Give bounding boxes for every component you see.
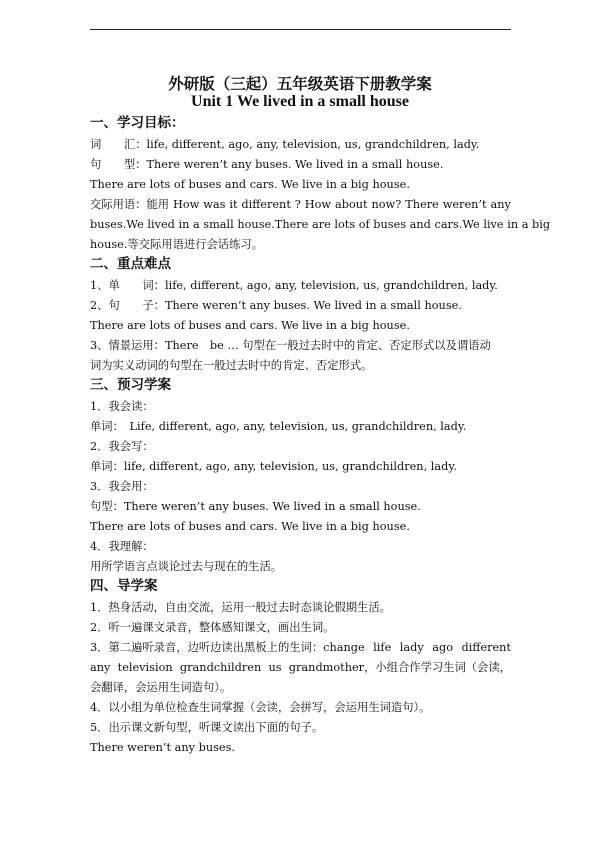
key-points-usage-2: 词为实义动词的句型在一般过去时中的肯定、否定形式。 <box>90 359 373 372</box>
section-heading-preview: 三、预习学案 <box>90 377 171 393</box>
key-points-words: 1、单 词：life, different, ago, any, television, us, grandchildren, lady. <box>90 279 498 292</box>
section-heading-key-points: 二、重点难点 <box>90 256 171 272</box>
section-heading-objectives: 一、学习目标： <box>90 115 185 131</box>
word: We lived in a small house. <box>126 218 275 231</box>
guide-step-3-line-2 <box>90 660 511 675</box>
objectives-pattern-2: There are lots of buses and cars. We live in a big house. <box>90 178 410 191</box>
word: was <box>203 198 226 211</box>
word: 3．第二遍听录音，边听边读出黑板上的生词：change <box>90 641 365 654</box>
word: 交际用语：能用 <box>90 198 170 211</box>
word: ? <box>294 198 301 211</box>
word: There <box>405 198 439 211</box>
preview-q1-answer: 单词： Life, different, ago, any, television, us, grandchildren, lady. <box>90 420 467 433</box>
word: grandchildren <box>179 661 262 674</box>
word: There are lots of buses and cars. <box>274 218 463 231</box>
objectives-communication <box>90 197 511 212</box>
objectives-vocab: 词 汇：life, different, ago, any, television, us, grandchildren, lady. <box>90 138 480 151</box>
word: us <box>268 661 282 674</box>
word: lady <box>399 641 424 654</box>
preview-q3-answer: 句型：There weren’t any buses. We lived in a small house. <box>90 500 421 513</box>
preview-q2-answer: 单词：life, different, ago, any, television, us, grandchildren, lady. <box>90 460 457 473</box>
word: ago <box>432 641 454 654</box>
word: any <box>490 198 511 211</box>
guide-step-5: 5．出示课文新句型，听课文读出下面的句子。 <box>90 721 324 734</box>
word: grandmother，小组合作学习生词（会读， <box>288 661 511 674</box>
objectives-pattern: 句 型：There weren’t any buses. We lived in a small house. <box>90 158 444 171</box>
word: any <box>90 661 111 674</box>
word: weren’t <box>442 198 487 211</box>
preview-q3: 3．我会用： <box>90 480 154 493</box>
word: it <box>229 198 238 211</box>
key-points-sentences: 2、句 子：There weren’t any buses. We lived in a small house. <box>90 299 462 312</box>
unit-title: Unit 1 We lived in a small house <box>191 93 409 110</box>
objectives-communication-2 <box>90 217 551 232</box>
preview-q4: 4．我理解： <box>90 540 154 553</box>
preview-q4-answer: 用所学语言点谈论过去与现在的生活。 <box>90 560 283 573</box>
word: television <box>117 661 173 674</box>
section-heading-guide: 四、导学案 <box>90 578 158 594</box>
header-rule <box>90 29 511 30</box>
preview-q3-answer-2: There are lots of buses and cars. We live in a big house. <box>90 520 410 533</box>
guide-step-5-sentence: There weren’t any buses. <box>90 741 235 754</box>
guide-step-3-line-3: 会翻译，会运用生词造句）。 <box>90 681 232 694</box>
objectives-communication-3: house.等交际用语进行会话练习。 <box>90 238 263 251</box>
guide-step-4: 4．以小组为单位检查生词掌握（会读，会拼写，会运用生词造句）。 <box>90 701 431 714</box>
guide-step-3 <box>90 640 511 655</box>
word: How <box>304 198 332 211</box>
word: different <box>241 198 291 211</box>
word: buses. <box>90 218 127 231</box>
guide-step-1: 1．热身活动，自由交流，运用一般过去时态谈论假期生活。 <box>90 601 391 614</box>
word: How <box>173 198 200 211</box>
word: different <box>461 641 511 654</box>
page-title: 外研版（三起）五年级英语下册教学案 <box>168 74 432 93</box>
key-points-usage: 3、情景运用：There be … 句型在一般过去时中的肯定、否定形式以及谓语动 <box>90 339 491 352</box>
guide-step-2: 2．听一遍课文录音，整体感知课文，画出生词。 <box>90 621 335 634</box>
word: life <box>373 641 392 654</box>
word: now? <box>371 198 402 211</box>
word: We live in a big <box>462 218 551 231</box>
preview-q1: 1．我会读： <box>90 400 154 413</box>
preview-q2: 2．我会写： <box>90 440 154 453</box>
key-points-sentences-2: There are lots of buses and cars. We live in a big house. <box>90 319 410 332</box>
word: about <box>334 198 368 211</box>
